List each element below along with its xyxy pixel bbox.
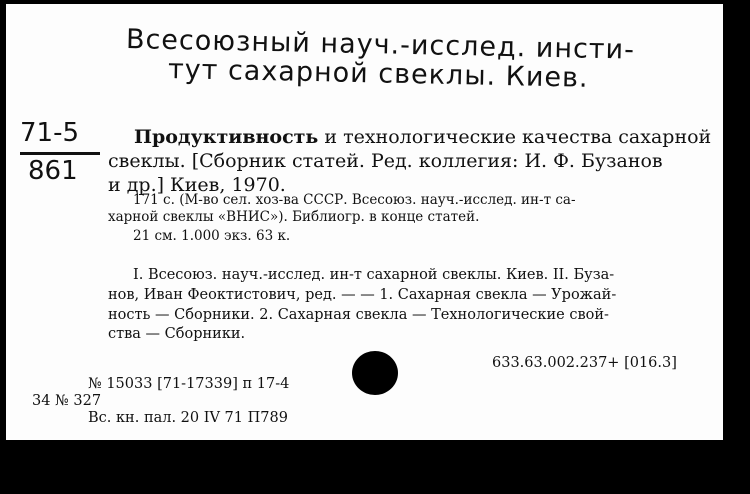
footer-line-1: № 15033 [71-17339] п 17-4 <box>88 376 290 392</box>
description-line-2: харной свеклы «ВНИС»). Библиогр. в конце статей. <box>108 209 480 225</box>
description-line-1: 171 с. (М-во сел. хоз-ва СССР. Всесоюз. науч.-исслед. ин-т са- <box>133 192 576 208</box>
title-line-2: свеклы. [Сборник статей. Ред. коллегия: И. Ф. Бузанов <box>108 150 663 172</box>
call-number-top: 71-5 <box>20 118 80 148</box>
tracings-line-4: ства — Сборники. <box>108 326 246 342</box>
punch-hole <box>352 351 398 395</box>
title-line-1 <box>134 126 711 148</box>
catalog-card <box>6 4 723 440</box>
classification-number: 633.63.002.237+ [016.3] <box>492 355 677 371</box>
footer-line-3: Вс. кн. пал. 20 IV 71 П789 <box>88 410 288 426</box>
call-number-bottom: 861 <box>28 156 78 186</box>
title-line-1-rest: и технологические качества сахарной <box>318 126 712 148</box>
call-number-divider <box>20 152 100 155</box>
tracings-line-2: нов, Иван Феоктистович, ред. — — 1. Сахарная свекла — Урожай- <box>108 287 617 303</box>
title-line-3: и др.] Киев, 1970. <box>108 174 286 196</box>
handwritten-note-line-2: тут сахарной свеклы. Киев. <box>167 54 589 94</box>
description-line-3: 21 см. 1.000 экз. 63 к. <box>133 228 291 244</box>
tracings-line-3: ность — Сборники. 2. Сахарная свекла — Технологические свой- <box>108 307 609 323</box>
tracings-line-1: I. Всесоюз. науч.-исслед. ин-т сахарной свеклы. Киев. II. Буза- <box>133 267 615 283</box>
handwritten-note-line-1: Всесоюзный науч.-исслед. инсти- <box>125 24 636 66</box>
footer-line-2: 34 № 327 <box>32 393 102 409</box>
title-first-word: Продуктивность <box>134 126 319 148</box>
